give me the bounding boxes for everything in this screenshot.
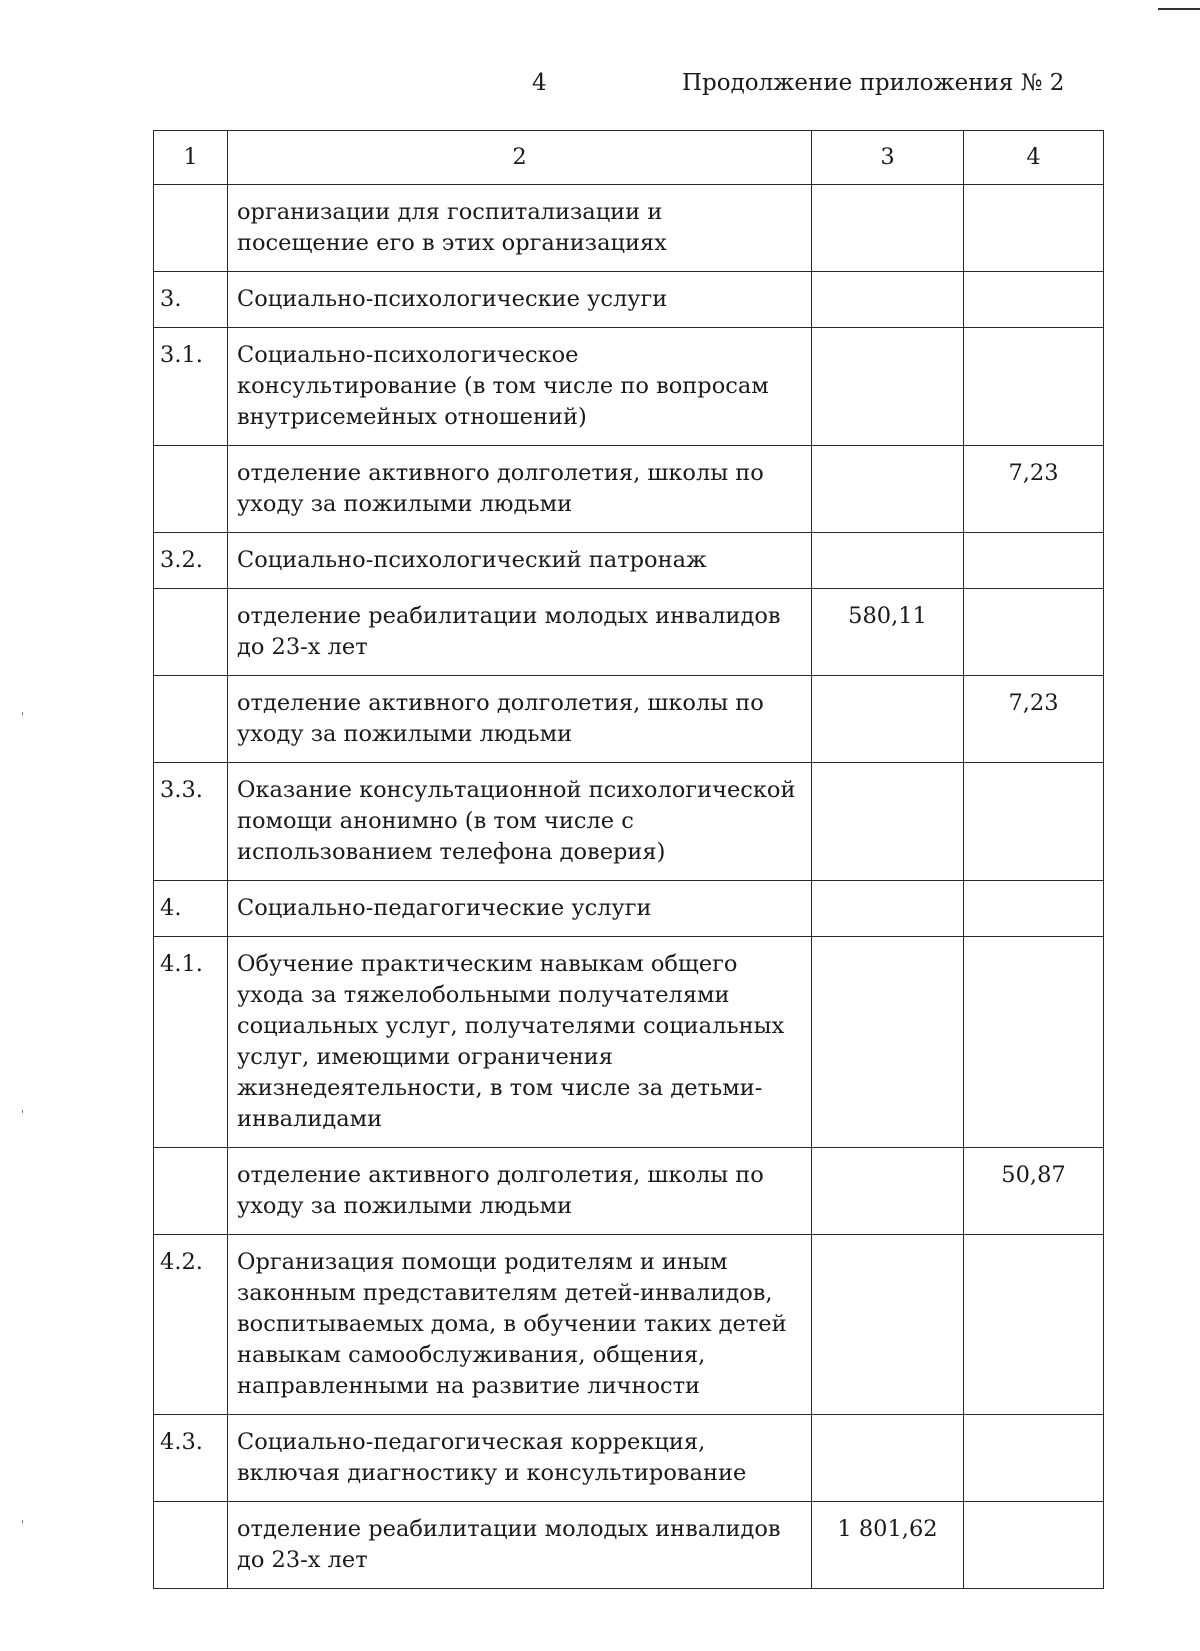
row-value-col3 bbox=[812, 272, 964, 328]
table-row bbox=[154, 185, 1104, 272]
table-row bbox=[154, 1415, 1104, 1502]
row-description: Социально-педагогические услуги bbox=[228, 881, 812, 937]
table-row bbox=[154, 1235, 1104, 1415]
column-header-4: 4 bbox=[964, 131, 1104, 185]
row-value-col4 bbox=[964, 328, 1104, 446]
row-number: 3.3. bbox=[154, 763, 228, 881]
row-number bbox=[154, 1148, 228, 1235]
row-value-col3 bbox=[812, 185, 964, 272]
row-description: Социально-педагогическая коррекция, включая диагностику и консультирование bbox=[228, 1415, 812, 1502]
row-value-col3 bbox=[812, 763, 964, 881]
row-number: 4.3. bbox=[154, 1415, 228, 1502]
table-row bbox=[154, 446, 1104, 533]
row-description: отделение активного долголетия, школы по уходу за пожилыми людьми bbox=[228, 446, 812, 533]
row-number: 4.2. bbox=[154, 1235, 228, 1415]
scan-mark bbox=[22, 1520, 23, 1523]
row-value-col4 bbox=[964, 272, 1104, 328]
row-description: Социально-психологическое консультирование (в том числе по вопросам внутрисемейных отношений) bbox=[228, 328, 812, 446]
row-value-col3 bbox=[812, 1415, 964, 1502]
row-description: Организация помощи родителям и иным законным представителям детей-инвалидов, воспитываемых дома, в обучении таких детей навыкам самообслуживания, общения, направленными на развитие личности bbox=[228, 1235, 812, 1415]
table-row bbox=[154, 272, 1104, 328]
table-row bbox=[154, 937, 1104, 1148]
column-header-1: 1 bbox=[154, 131, 228, 185]
table-row bbox=[154, 589, 1104, 676]
row-number bbox=[154, 185, 228, 272]
row-description: Социально-психологические услуги bbox=[228, 272, 812, 328]
row-value-col3 bbox=[812, 328, 964, 446]
row-value-col4 bbox=[964, 533, 1104, 589]
row-number: 3. bbox=[154, 272, 228, 328]
table-row bbox=[154, 881, 1104, 937]
table-row bbox=[154, 1502, 1104, 1589]
scan-mark bbox=[22, 712, 23, 715]
row-number: 3.1. bbox=[154, 328, 228, 446]
table-row bbox=[154, 1148, 1104, 1235]
row-value-col4 bbox=[964, 589, 1104, 676]
row-description: отделение активного долголетия, школы по уходу за пожилыми людьми bbox=[228, 676, 812, 763]
row-description: организации для госпитализации и посещение его в этих организациях bbox=[228, 185, 812, 272]
row-value-col4: 7,23 bbox=[964, 676, 1104, 763]
row-value-col4: 7,23 bbox=[964, 446, 1104, 533]
table-row bbox=[154, 328, 1104, 446]
row-value-col4 bbox=[964, 937, 1104, 1148]
row-value-col3 bbox=[812, 533, 964, 589]
row-description: Оказание консультационной психологической помощи анонимно (в том числе с использованием телефона доверия) bbox=[228, 763, 812, 881]
column-header-3: 3 bbox=[812, 131, 964, 185]
row-value-col3 bbox=[812, 1235, 964, 1415]
row-value-col4 bbox=[964, 1415, 1104, 1502]
row-value-col4 bbox=[964, 185, 1104, 272]
row-description: отделение реабилитации молодых инвалидов до 23-х лет bbox=[228, 1502, 812, 1589]
row-value-col3 bbox=[812, 1148, 964, 1235]
row-value-col3 bbox=[812, 446, 964, 533]
row-value-col3 bbox=[812, 881, 964, 937]
row-description: отделение активного долголетия, школы по уходу за пожилыми людьми bbox=[228, 1148, 812, 1235]
scan-mark bbox=[22, 1110, 23, 1113]
table-row bbox=[154, 763, 1104, 881]
table-body bbox=[154, 131, 1104, 1589]
table-row bbox=[154, 533, 1104, 589]
corner-rule bbox=[1158, 8, 1200, 10]
row-number: 4. bbox=[154, 881, 228, 937]
row-number bbox=[154, 446, 228, 533]
row-value-col3: 580,11 bbox=[812, 589, 964, 676]
row-description: отделение реабилитации молодых инвалидов до 23-х лет bbox=[228, 589, 812, 676]
row-number bbox=[154, 676, 228, 763]
page-caption: Продолжение приложения № 2 bbox=[682, 70, 1065, 96]
services-table bbox=[153, 130, 1104, 1589]
row-number bbox=[154, 1502, 228, 1589]
row-description: Обучение практическим навыкам общего ухода за тяжелобольными получателями социальных услуг, получателями социальных услуг, имеющими ограничения жизнедеятельности, в том числе за детьми-инвалидами bbox=[228, 937, 812, 1148]
row-number: 3.2. bbox=[154, 533, 228, 589]
row-value-col3 bbox=[812, 676, 964, 763]
row-value-col3 bbox=[812, 937, 964, 1148]
row-number: 4.1. bbox=[154, 937, 228, 1148]
row-value-col4 bbox=[964, 881, 1104, 937]
row-value-col4: 50,87 bbox=[964, 1148, 1104, 1235]
column-header-2: 2 bbox=[228, 131, 812, 185]
page-number: 4 bbox=[532, 70, 547, 96]
table-header-row bbox=[154, 131, 1104, 185]
row-description: Социально-психологический патронаж bbox=[228, 533, 812, 589]
row-value-col3: 1 801,62 bbox=[812, 1502, 964, 1589]
row-number bbox=[154, 589, 228, 676]
row-value-col4 bbox=[964, 763, 1104, 881]
table-row bbox=[154, 676, 1104, 763]
row-value-col4 bbox=[964, 1235, 1104, 1415]
row-value-col4 bbox=[964, 1502, 1104, 1589]
